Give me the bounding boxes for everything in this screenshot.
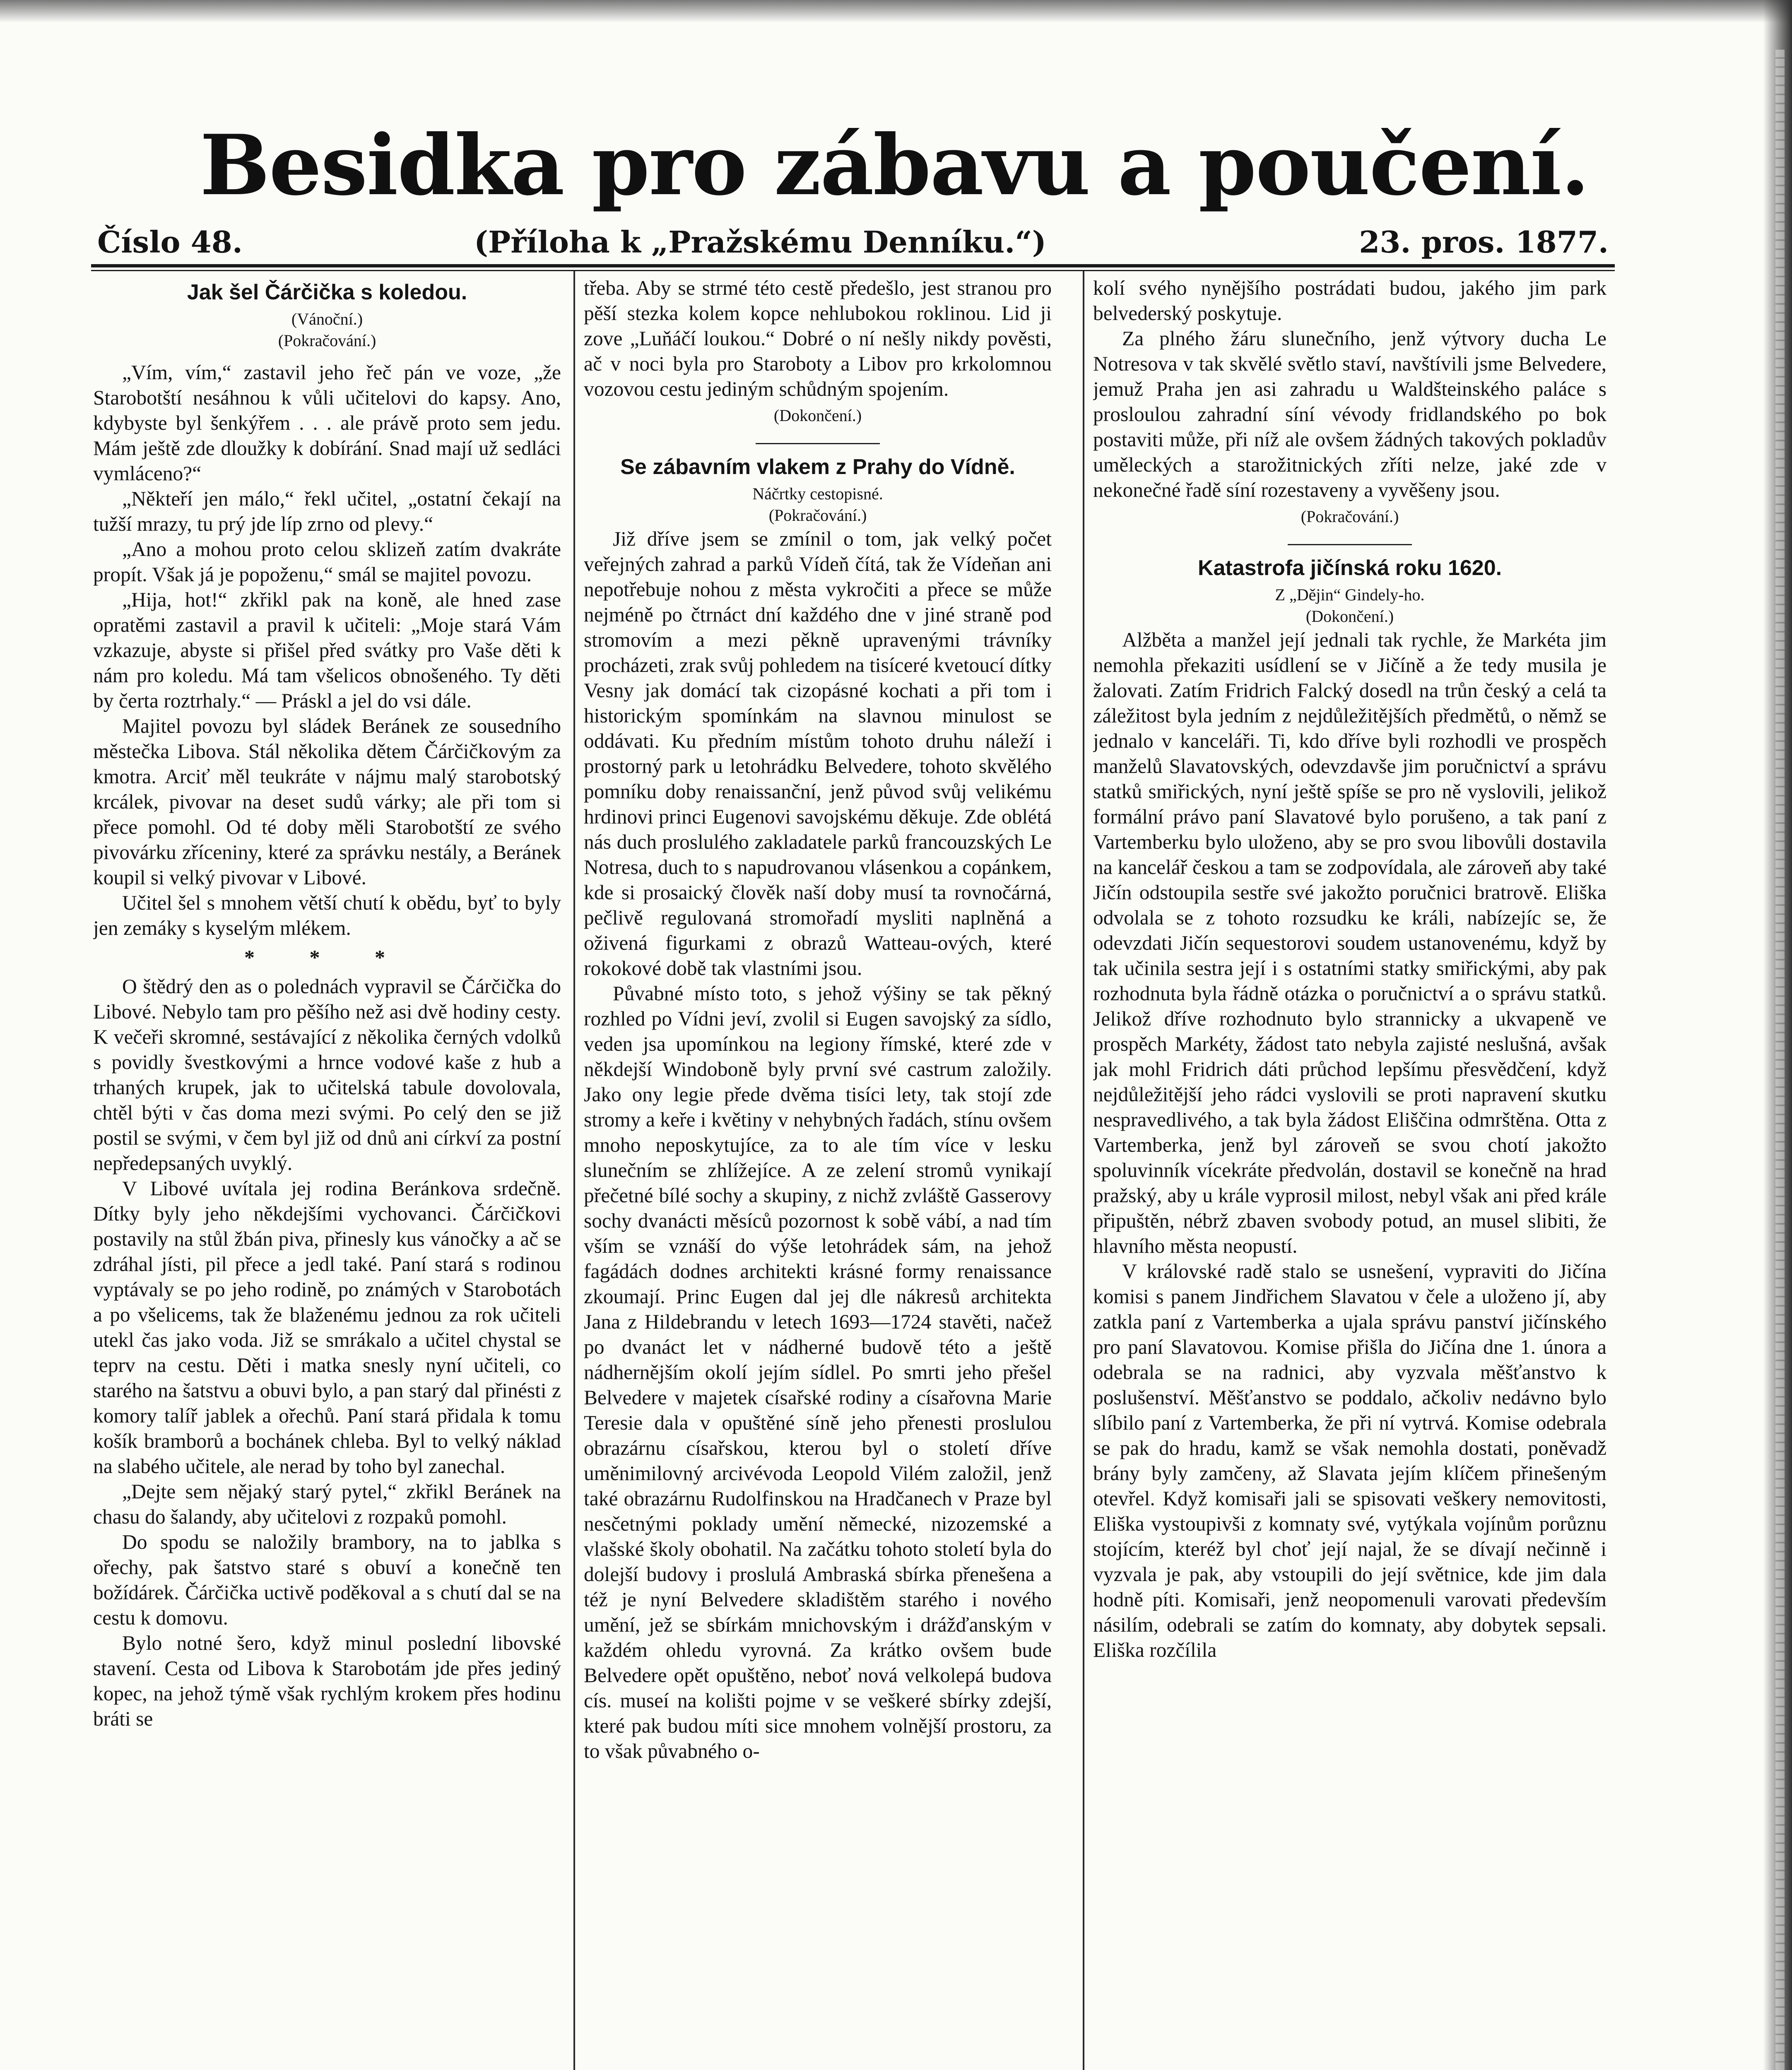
paragraph: V královské radě stalo se usnešení, vypraviti do Jičína komisi s panem Jindřichem Slavatou v čele a uloženo jí, aby zatkla paní z Vartemberka a ujala správu panství jičínského pro paní Slavatovou. Komise přišla do Jičína dne 1. února a odebrala se na radnici, aby vyzvala měšťanstvo k poslušenství. Měšťanstvo se poddalo, ačkoliv nedávno bylo slíbilo paní z Vartemberka, že při ní vytrvá. Komise odebrala se pak do hradu, kamž se však nemohla dostati, poněvadž brány byly zamčeny, až Slavata jejím klíčem přinešeným otevřel. Když komisaři jali se spisovati veškery nemovitosti, Eliška vystoupivši z komnaty své, vytýkala vojínům porůznu stojícím, kteréž byl choť její najal, že se dívají nečinně i vyzvala je pak, aby vstoupili do její světnice, kde jim dala hodně píti. Komisaři, jenž neopomenuli varovati především násilím, odebrali se zatím do komnaty, aby dobytek sepsali. Eliška rozčílila [1093,1260,1607,1661]
paragraph: Do spodu se naložily brambory, na to jablka s ořechy, pak šatstvo staré s obuví a konečně ten božídárek. Čárčička uctivě poděkoval a s chutí dal se na cestu k domovu. [93,1531,561,1629]
issue-number: Číslo 48. [97,224,243,260]
article-title-viden: Se zábavním vlakem z Prahy do Vídně. [620,455,1015,479]
paragraph: „Ano a mohou proto celou sklizeň zatím dvakráte propít. Však já je popoženu,“ smál se majitel povozu. [93,538,561,586]
supplement-note: (Příloha k „Pražskému Denníku.“) [474,224,1046,260]
article-separator [1288,544,1412,545]
column-divider-1 [573,271,575,2070]
paragraph: „Někteří jen málo,“ řekl učitel, „ostatní čekají na tužší mrazy, tu prý jde líp zrno od plevy.“ [93,487,561,535]
paragraph: Alžběta a manžel její jednali tak rychle, že Markéta jim nemohla překaziti usídlení se v Jičíně a že tedy musila je žalovati. Zatím Fridrich Falcký dosedl na trůn český a celá ta záležitost byla jedním z nejdůležitějších předmětů, o němž se jednalo v kanceláři. Ti, kdo dříve byli rozhodli ve prospěch manželů Slavatovských, odevzdavše jim poručnictví a správu statků smiřických, nyní ještě spíše se pro ně vyslovili, jelikož formální právo paní Slavatové bylo porušeno, a tak paní z Vartemberku bylo uloženo, aby se pro svou libovůli dostavila na kancelář českou a tam se zodpovídala, ale zároveň aby také Jičín odstoupila sestře své jakožto poručnici bratrově. Eliška odvolala se z tohoto rozsudku ke králi, nabízejíc se, že odevzdati Jičín sequestorovi soudem ustanovenému, když by tak učinila sestra její i s ostatními statky smiřickými, aby pak rozhodnuta byla řádně otázka o poručnictví a o správu statků. Jelikož dříve rozhodnuto bylo strannicky a ukvapeně ve prospěch Markéty, žádost tato nebyla zajisté neslušná, avšak jak mohl Fridrich dáti průchod lepšímu přesvědčení, když nejdůležitější jeho rádci vyslovili se proti napravení skutku nespravedlivého, a tak byla žádost Eliščina odmrštěna. Otta z Vartemberka, jenž byl zároveň se svou chotí jakožto spoluvinník vícekráte předvolán, dostavil se konečně na hrad pražský, aby u krále vyprosil milost, nebyl však ani před krále připuštěn, nébrž zbaven svobody potud, an musel slibiti, že hlavního města neopustí. [1093,628,1607,1257]
article-title-koleda: Jak šel Čárčička s koledou. [187,280,467,304]
article-concluded-koleda: (Dokončení.) [773,406,862,425]
issue-date: 23. pros. 1877. [1359,224,1609,260]
paragraph: Učitel šel s mnohem větší chutí k obědu, byť to byly jen zemáky s kyselým mlékem. [93,891,561,939]
scan-edge-ruler [1775,50,1785,2070]
article-title-jicin: Katastrofa jičínská roku 1620. [1197,556,1502,580]
issue-info-line [97,221,1609,263]
section-break-stars: * * * [244,946,410,969]
paragraph: Bylo notné šero, když minul poslední libovské stavení. Cesta od Libova k Starobotám jde přes jediný kopec, na jehož týmě však rychlým krokem přes hodinu bráti se [93,1632,561,1730]
article-concluded-jicin: (Dokončení.) [1305,607,1394,626]
masthead-title: Besidka pro zábavu a poučení. [200,117,1589,214]
article-continued-viden: (Pokračování.) [768,506,867,525]
column-3 [1093,275,1607,2070]
paragraph: kolí svého nynějšího postrádati budou, jakého jim park belvederský poskytuje. [1093,277,1607,325]
paragraph: „Dejte sem nějaký starý pytel,“ zkřikl Beránek na chasu do šalandy, aby učitelovi z rozpaků pomohl. [93,1480,561,1528]
paragraph: Za plného žáru slunečního, jenž výtvory ducha Le Notresova v tak skvělé světlo staví, navštívili jsme Belvedere, jemuž Praha jen asi zahradu u Waldšteinského paláce s prosloulou zahradní síní vévody fridlandského po bok postaviti může, při níž ale ovšem žádných takových pokladův uměleckých a starožitnických zříti nelze, jaké zde v nekonečné řadě síní rozestaveny a vyvěšeny jsou. [1093,327,1607,501]
article-separator [756,443,880,444]
column-2 [584,275,1052,2070]
article-continued-koleda: (Pokračování.) [278,331,376,350]
paragraph: třeba. Aby se strmé této cestě předešlo, jest stranou pro pěší stezka kolem kopce nehlubokou roklinou. Lid ji zove „Luňáčí loukou.“ Dobré o ní nešly nikdy pověsti, ač v noci byla pro Staroboty a Libov pro krkolomnou vozovou cestu jediným schůdným spojením. [584,277,1052,400]
article-genre-koleda: (Vánoční.) [291,310,363,328]
paragraph: Majitel povozu byl sládek Beránek ze sousedního městečka Libova. Stál několika dětem Čárčičkovým za kmotra. Arciť měl teukráte v nájmu malý starobotský krcálek, pivovar na deset sudů várky; ale při tom si přece pomohl. Od té doby měli Starobotští ze svého pivovárku zříceniny, které za správku nestály, a Beránek koupil si velký pivovar v Libové. [93,715,561,889]
paragraph: „Vím, vím,“ zastavil jeho řeč pán ve voze, „že Starobotští nesáhnou k vůli učitelovi do kapsy. Ano, kdybyste byl šenkýřem . . . ale právě proto sem jedu. Mám ještě zde dloužky k dobírání. Snad mají už sedláci vymláceno?“ [93,361,561,485]
header-rule-thick [91,264,1615,267]
header-rule-thin [91,270,1615,271]
paragraph: O štědrý den as o polednách vypravil se Čárčička do Libové. Nebylo tam pro pěšího než asi dvě hodiny cesty. K večeři skromné, sestávající z několika černých vdolků s povidly švestkovými a hrnce vodové kaše z hub a trhaných krupek, jak to učitelská tabule dovolovala, chtěl býti v čas doma mezi svými. Po celý den se již postil se svými, v čem byl již od dnů ani církví za postní nepředepsaných uvyklý. [93,975,561,1175]
column-1 [93,275,561,2070]
column-divider-2 [1083,271,1084,2070]
article-continued-viden-end: (Pokračování.) [1301,507,1399,526]
paragraph: Půvabné místo toto, s jehož výšiny se tak pěkný rozhled po Vídni jeví, zvolil si Eugen savojský za sídlo, veden jsa upomínkou na legiony římské, které zde v někdejší Windoboně byly první své castrum založily. Jako ony legie přede dvěma tisíci lety, tak stojí zde stromy a keře i květiny v nehybných řadách, stínu ovšem mnoho neposkytujíce, za to ale tím více v lesku slunečním se zhlížejíce. A ze zelení stromů vynikají přečetné bílé sochy a skupiny, z nichž zvláště Gasserovy sochy dvanácti měsíců pozornost k sobě vábí, a nad tím vším se vznáší do výše letohrádek sám, na jehož fagádách dodnes architekti krásné formy renaissance zkoumají. Princ Eugen dal jej dle nákresů architekta Jana z Hildebrandu v letech 1693—1724 stavěti, načež po dvanáct let v nádherné budově této a ještě nádhernějším okolí jejím sídlel. Po smrti jeho přešel Belvedere v majetek císařské rodiny a císařovna Marie Teresie dala v opuštěné síně jeho přenesti proslulou obrazárnu císařskou, kterou byl o století dříve uměnimilovný arcivévoda Leopold Vilém založil, jenž také obrazárnu Rudolfinskou na Hradčanech v Praze byl nesčetnými poklady umění německé, nizozemské a vlašské školy obohatil. Na začátku tohoto století byla do dolejší budovy i proslulá Ambraská sbírka přenešena a též je nyní Belvedere skladištěm starého i nového umění, jež se sbírkám mnichovským i drážďanským v každém ohledu vyrovná. Za krátko ovšem bude Belvedere opět opuštěno, neboť nová velkolepá budova cís. museí na kolišti pojme v se veškeré sbírky zdejší, které pak budou míti sice mnohem volnější prostoru, za to však půvabného o- [584,982,1052,1762]
scan-shadow-top [0,0,1792,23]
paragraph: Již dříve jsem se zmínil o tom, jak velký počet veřejných zahrad a parků Vídeň čítá, tak že Vídeňan ani nepotřebuje nohou z města vykročiti a přece se může nejméně po čtrnáct dní každého dne v jiné straně pod stromovím a mezi pěkně upravenými trávníky procházeti, zrak svůj pohledem na tisíceré kvetoucí dítky Vesny jak domácí tak cizopásné kochati a při tom i historickým spomínkám na slavnou minulost se oddávati. Ku předním místům tohoto druhu náleží i prostorný park u letohrádku Belvedere, tohoto skvělého pomníku doby renaissanční, jenž původ svůj velikému hrdinovi princi Eugenovi savojskému děkuje. Zde oblétá nás duch proslulého zakladatele parků francouzských Le Notresa, duch to s napudrovanou vlásenkou a copánkem, kde si prosaický člověk naší doby musí ta rovnočárná, pečlivě regulovaná stromořadí mysliti naplněná a oživená figurkami z obrazů Watteau-ových, které rokokové době tak vlastními jsou. [584,527,1052,980]
article-source-jicin: Z „Dějin“ Gindely-ho. [1275,585,1425,604]
paragraph: V Libové uvítala jej rodina Beránkova srdečně. Dítky byly jeho někdejšími vychovanci. Čárčičkovi postavily na stůl žbán piva, přinesly kus vánočky a ač se zdráhal jísti, pil přece a jedl také. Paní stará s rodinou vyptávaly se po jeho rodině, po známých v Starobotách a po všelicems, tak že blaženému jednou za rok učiteli utekl čas jako voda. Již se smrákalo a učitel chystal se teprv na cestu. Děti i matka snesly nyní učiteli, co starého na šatstvu a obuvi bylo, a pan starý dal přinésti z komory talíř jablek a ořechů. Paní stará přidala k tomu košík bramborů a bochánek chleba. Byl to velký náklad na slabého učitele, ale nerad by toho byl zanechal. [93,1177,561,1478]
article-subtitle-viden: Náčrtky cestopisné. [752,484,883,503]
paragraph: „Hija, hot!“ zkřikl pak na koně, ale hned zase opratěmi zastavil a pravil k učiteli: „Moje stará Vám vzkazuje, abyste si přišel před svátky pro Vaše děti k nám pro koledu. Má tam všelicos obnošeného. Ty děti by čerta roztrhaly.“ — Práskl a jel do vsi dále. [93,588,561,712]
